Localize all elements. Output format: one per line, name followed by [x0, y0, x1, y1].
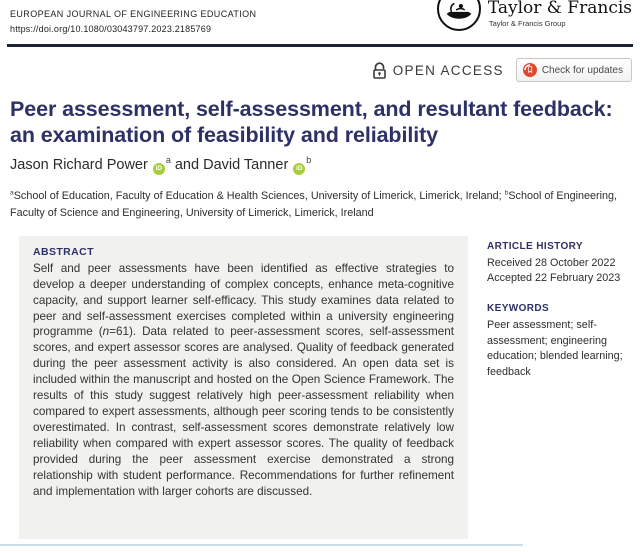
article-history-section: [487, 241, 637, 287]
abstract-box: [19, 236, 468, 539]
publisher-group-line: Taylor & Francis Group: [488, 19, 566, 29]
check-for-updates-button[interactable]: [516, 58, 632, 82]
authors-connector: and: [174, 157, 200, 174]
header-divider: [7, 44, 633, 47]
page-bottom-divider: [0, 544, 523, 546]
article-history-heading: ARTICLE HISTORY: [487, 240, 584, 252]
taylor-francis-logo-icon: [437, 0, 481, 31]
author-name: Jason Richard Power: [10, 157, 148, 174]
thinker-icon: [440, 0, 478, 28]
author-affiliation-mark: b: [306, 155, 312, 166]
article-info-sidebar: [487, 236, 637, 539]
sample-size-symbol: n: [102, 325, 110, 339]
badges-row: [0, 57, 632, 83]
open-access-label: OPEN ACCESS: [392, 62, 504, 78]
article-title: Peer assessment, self-assessment, and resultant feedback: an examination of feasibility and reliability: [10, 97, 613, 148]
abstract-text-part2: =61). Data related to peer-assessment scores, self-assessment scores, and expert assessor scores are analysed. Quality of feedback generated during the peer assessment activity is also considered. An open data set is included within the manuscript and hosted on the Open Science Framework. The results of this study suggest relatively high peer-assessment reliability when compared to expert assessments, although peer scoring tends to be consistently overestimated. In contrast, self-assessment scores demonstrate relatively low reliability when compared with expert assessor scores. The quality of feedback provided during the peer assessment exercise demonstrated a strong relationship with student performance. Recommendations for further refinement and implementation with larger cohorts are discussed.: [33, 325, 454, 498]
check-for-updates-label: Check for updates: [541, 64, 623, 76]
page-header: [0, 0, 640, 37]
received-date: Received 28 October 2022: [487, 256, 616, 269]
open-access-badge: [373, 62, 504, 79]
affiliation-mark-b: b: [504, 189, 509, 197]
doi-link[interactable]: https://doi.org/10.1080/03043797.2023.2185769: [10, 24, 212, 34]
affiliation-b: School of Engineering, Faculty of Science and Engineering, University of Limerick, Limerick, Ireland: [10, 190, 618, 219]
keywords-heading: KEYWORDS: [487, 303, 550, 315]
abstract-and-sidebar: [0, 236, 640, 539]
orcid-icon[interactable]: iD: [293, 163, 305, 175]
keywords-list: Peer assessment; self-assessment; engineering education; blended learning; feedback: [487, 319, 623, 379]
author-name: David Tanner: [203, 157, 289, 174]
abstract-text: [33, 261, 454, 500]
affiliation-a: School of Education, Faculty of Education & Health Sciences, University of Limerick, Limerick, Ireland;: [13, 190, 505, 203]
authors-line: [10, 157, 630, 175]
publisher-texts: [488, 0, 632, 28]
orcid-icon[interactable]: iD: [153, 163, 165, 175]
crossmark-icon: [523, 63, 537, 77]
publisher-wordmark: Taylor & Francis: [487, 0, 632, 18]
abstract-text-part1: Self and peer assessments have been identified as effective strategies to develop a deeper understanding of complex concepts, enhance meta-cognitive capacity, and support learner self-efficacy. This study examines data related to peer and self-assessment exercises completed within a university engineering programme (: [33, 261, 454, 339]
abstract-heading: ABSTRACT: [33, 245, 94, 258]
journal-name: EUROPEAN JOURNAL OF ENGINEERING EDUCATION: [10, 9, 257, 19]
publisher-logo: [437, 0, 632, 31]
author-affiliation-mark: a: [165, 155, 171, 166]
affiliations: [10, 188, 630, 220]
accepted-date: Accepted 22 February 2023: [487, 272, 621, 285]
open-padlock-icon: [373, 62, 386, 79]
affiliation-mark-a: a: [10, 189, 14, 197]
keywords-section: [487, 303, 637, 381]
